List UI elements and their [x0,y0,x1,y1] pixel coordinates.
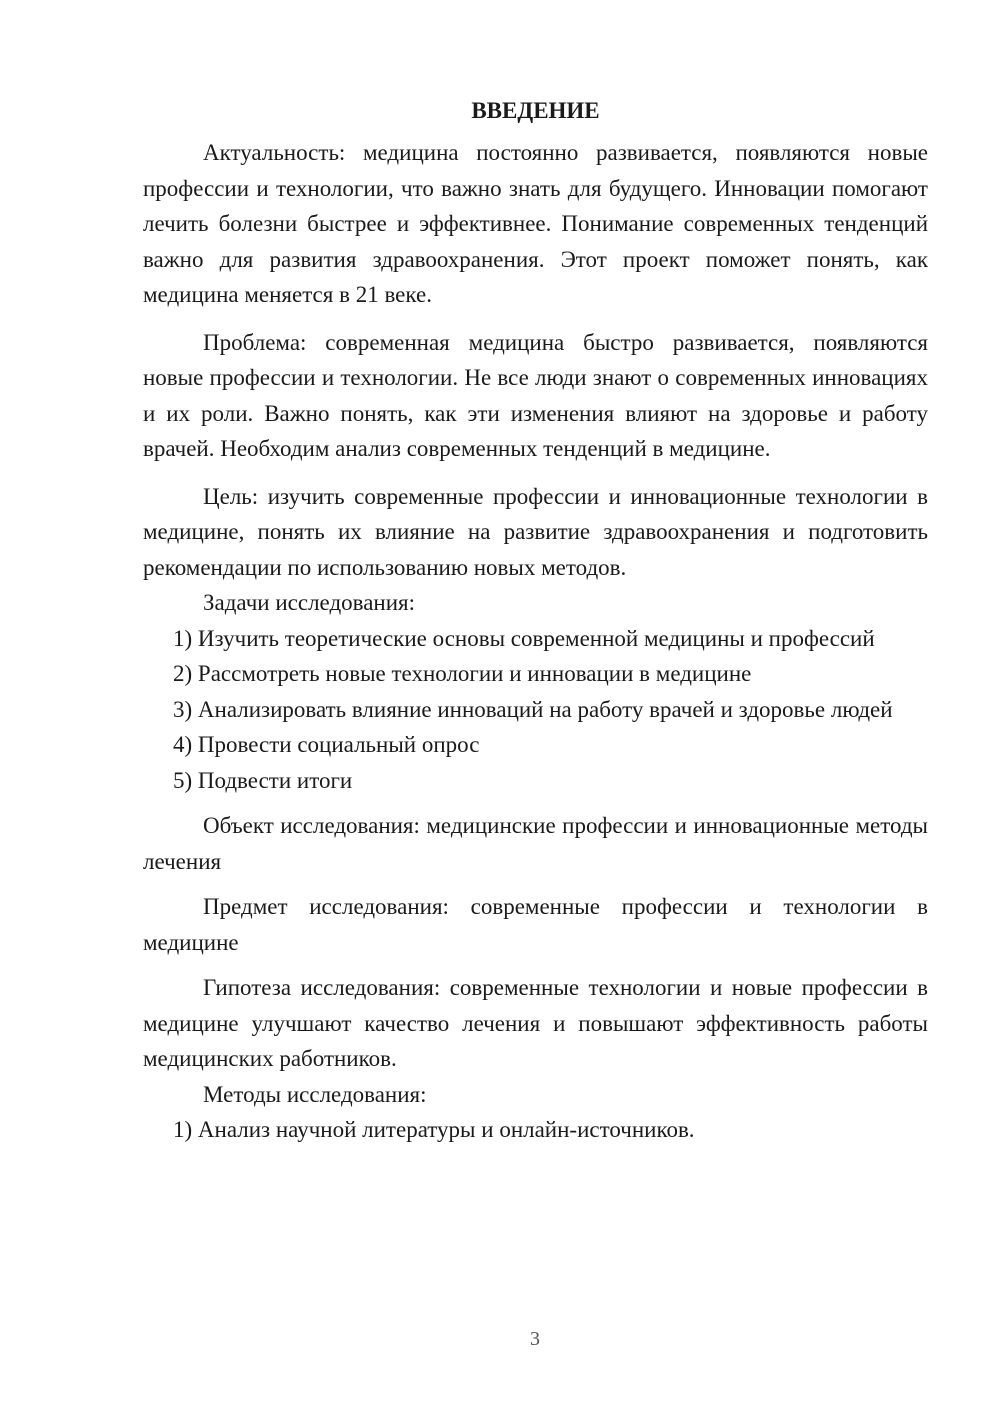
task-item: 5) Подвести итоги [173,767,353,793]
paragraph-problem: Проблема: современная медицина быстро развивается, появляются новые профессии и технологии. Не все люди знают о современных инновациях и их роли. Важно понять, как эти изменения влияют на здоровье и работу врачей. Необходим анализ современных тенденций в медицине. [143,329,928,461]
paragraph-goal: Цель: изучить современные профессии и инновационные технологии в медицине, понять их влияние на развитие здравоохранения и подготовить рекомендации по использованию новых методов. [143,483,928,580]
task-item: 4) Провести социальный опрос [173,732,480,757]
page-number: 3 [530,1328,540,1350]
paragraph-object: Объект исследования: медицинские профессии и инновационные методы лечения [143,813,928,874]
methods-heading: Методы исследования: [203,1081,427,1107]
task-item: 1) Изучить теоретические основы современной медицины и профессий [173,625,875,651]
paragraph-relevance: Актуальность: медицина постоянно развивается, появляются новые профессии и технологии, что важно знать для будущего. Инновации помогают лечить болезни быстрее и эффективнее. Понимание современных тенденций важно для развития здравоохранения. Этот проект поможет понять, как медицина меняется в 21 веке. [143,140,928,307]
method-item: 1) Анализ научной литературы и онлайн-источников. [173,1117,695,1142]
paragraph-subject: Предмет исследования: современные профессии и технологии в медицине [143,894,928,955]
task-item: 2) Рассмотреть новые технологии и инновации в медицине [173,661,752,686]
paragraph-hypothesis: Гипотеза исследования: современные технологии и новые профессии в медицине улучшают качество лечения и повышают эффективность работы медицинских работников. [143,975,928,1071]
tasks-heading: Задачи исследования: [203,590,416,615]
task-item: 3) Анализировать влияние инноваций на работу врачей и здоровье людей [173,696,893,722]
section-title: ВВЕДЕНИЕ [471,98,600,123]
page-content [143,92,928,1148]
